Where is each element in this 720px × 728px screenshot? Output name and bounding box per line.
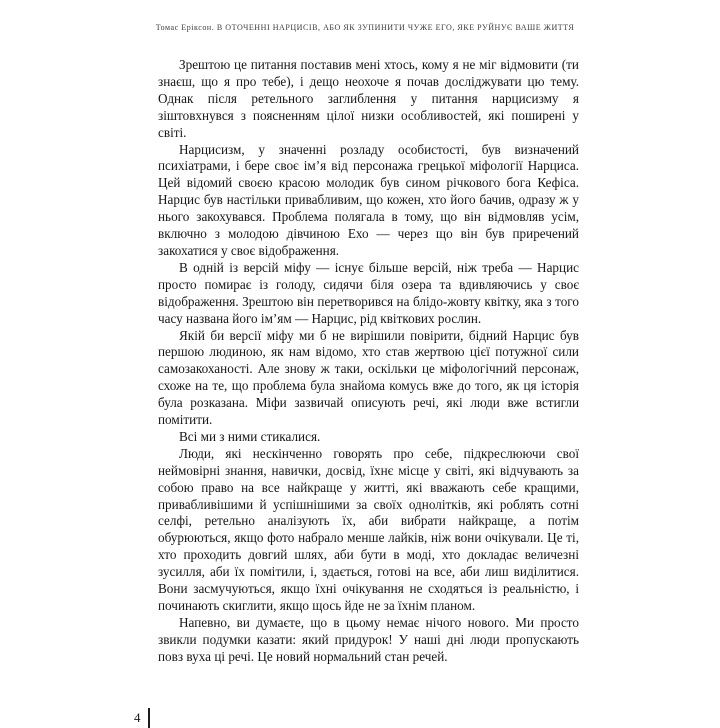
paragraph: Люди, які нескінченно говорять про себе, підкреслюючи свої неймовірні знання, навички, досвід, їхнє місце у світі, які відчувають за собою право на все найкраще у житті, які вважають себе кращими, привабливішими й успішнішими за своїх однолітків, які роблять сотні селфі, ретельно аналізують їх, аби вибрати найкраще, а потім обурюються, якщо фото набрало менше лайків, ніж вони очікували. Це ті, хто проходить довгий шлях, аби бути в моді, хто докладає величезні зусилля, аби їх помітили, і, здається, готові на все, аби лиш виділитися. Вони засмучуються, якщо їхні очікування не сходяться із реальністю, і починають скиглити, якщо щось йде не за їхнім планом. (158, 445, 579, 613)
page-footer (134, 708, 150, 728)
page-number: 4 (134, 710, 141, 725)
footer-rule (148, 708, 150, 728)
paragraph: Якій би версії міфу ми б не вирішили повірити, бідний Нарцис був першою людиною, як нам відомо, хто став жертвою цієї потужної сили самозакоханості. Але знову ж таки, оскільки це міфологічний персонаж, схоже на те, що проблема була знайома комусь вже до того, як ця історія була розказана. Міфи зазвичай описують речі, які люди вже встигли помітити. (158, 327, 579, 428)
book-title: В ОТОЧЕННІ НАРЦИСІВ, АБО ЯК ЗУПИНИТИ ЧУЖЕ ЕГО, ЯКЕ РУЙНУЄ ВАШЕ ЖИТТЯ (216, 23, 575, 32)
running-header (145, 23, 585, 32)
paragraph: Нарцисизм, у значенні розладу особистості, був визначений психіатрами, і бере своє ім’я від персонажа грецької міфології Нарциса. Цей відомий своєю красою молодик був сином річкового бога Кефіса. Нарцис був настільки привабливим, що кожен, хто його бачив, одразу ж у нього закохувався. Проблема полягала в тому, що він відмовляв усім, включно з молодою дівчиною Ехо — через що він був приречений закохатися у своє відображення. (158, 141, 579, 258)
paragraph: Зрештою це питання поставив мені хтось, кому я не міг відмовити (ти знаєш, що я про тебе), і дещо неохоче я почав досліджувати цю тему. Однак після ретельного заглиблення у питання нарцисизму я зіштовхнувся з поясненням цілої низки особливостей, які поширені у світі. (158, 57, 579, 140)
author-name: Томас Еріксон. (155, 23, 215, 32)
paragraph: Напевно, ви думаєте, що в цьому немає нічого нового. Ми просто звикли подумки казати: який придурок! У наші дні люди пропускають повз вуха ці речі. Це новий нормальний стан речей. (158, 614, 579, 664)
paragraph: В одній із версій міфу — існує більше версій, ніж треба — Нарцис просто помирає із голоду, сидячи біля озера та вдивляючись у своє відображення. Зрештою він перетворився на блідо-жовту квітку, яка з того часу названа його ім’ям — Нарцис, рід квіткових рослин. (158, 259, 579, 326)
text-block (158, 57, 579, 666)
paragraph: Всі ми з ними стикалися. (179, 428, 321, 444)
